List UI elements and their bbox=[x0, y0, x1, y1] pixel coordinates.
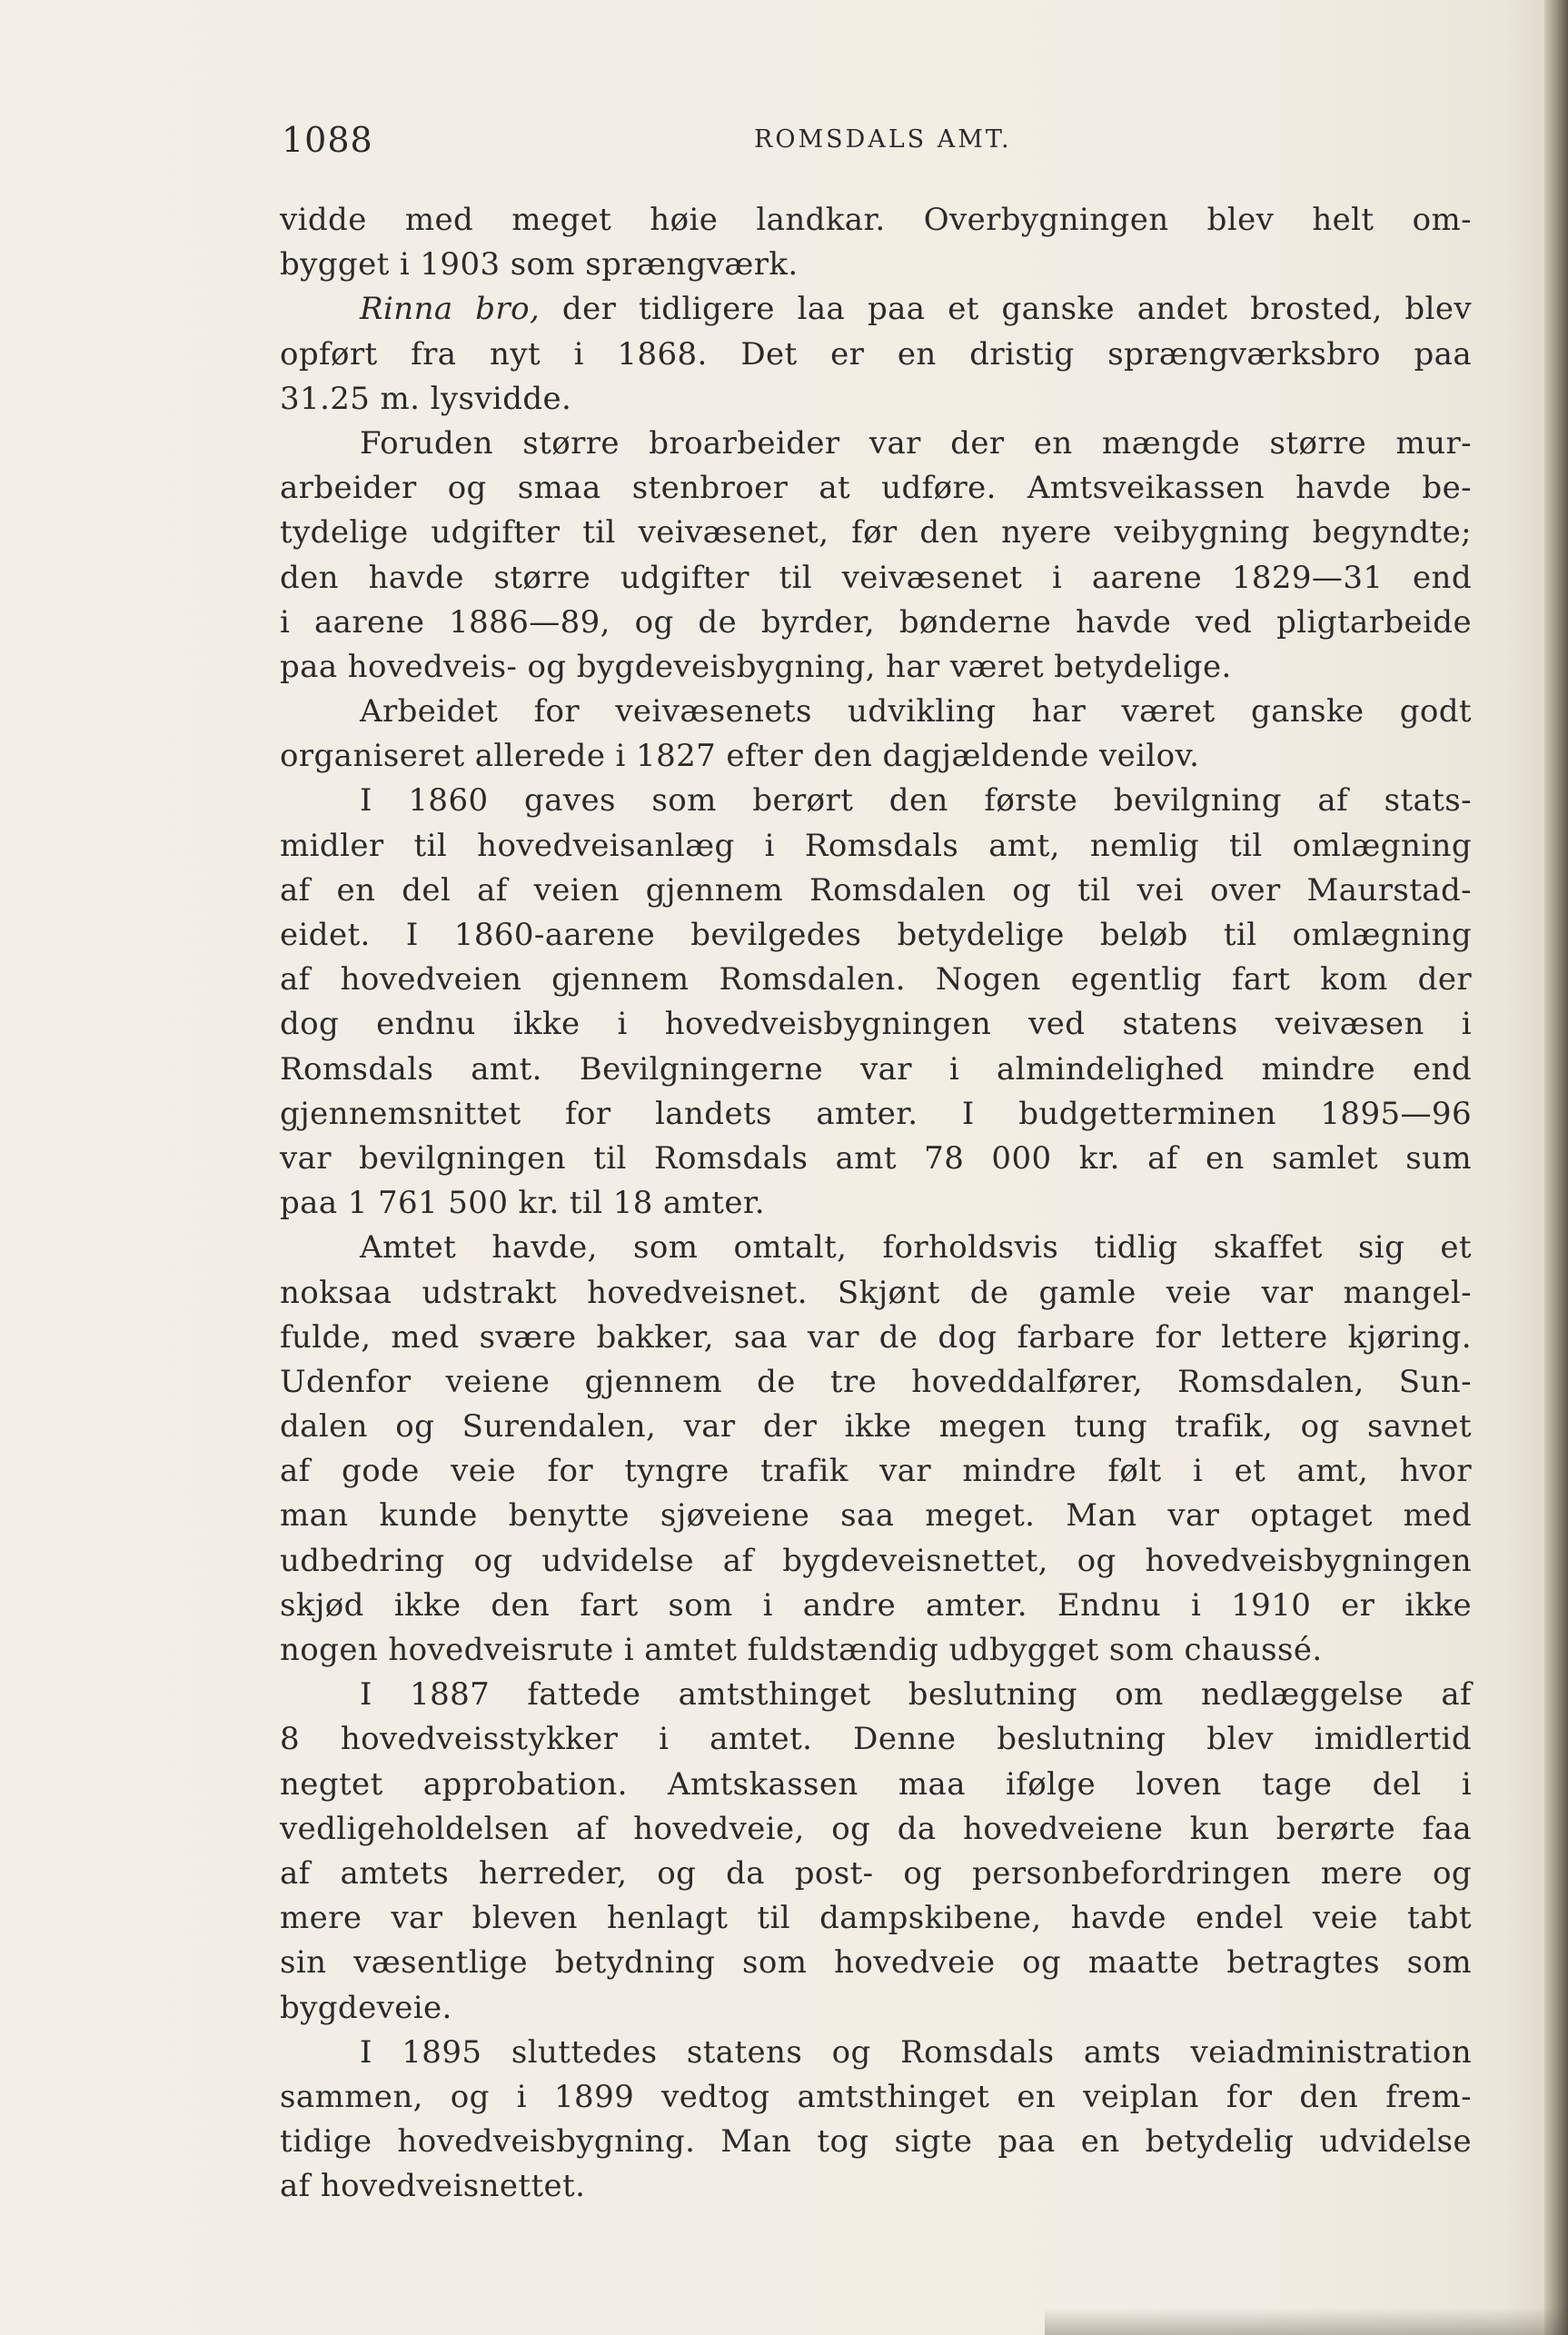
text-line bbox=[280, 1941, 1472, 1985]
text-line-content: sammen, og i 1899 vedtog amtsthinget en veiplan for den frem- bbox=[280, 2078, 1472, 2115]
text-line-content: i aarene 1886—89, og de byrder, bønderne havde ved pligtarbeide bbox=[280, 603, 1472, 641]
text-line bbox=[280, 1316, 1472, 1360]
text-line-content: paa 1 761 500 kr. til 18 amter. bbox=[280, 1185, 766, 1222]
text-line-content: var bevilgningen til Romsdals amt 78 000 kr. af en samlet sum bbox=[280, 1139, 1472, 1177]
text-line-content: midler til hovedveisanlæg i Romsdals amt, nemlig til omlægning bbox=[280, 827, 1472, 864]
text-line bbox=[280, 958, 1472, 1002]
text-line bbox=[280, 2031, 1472, 2075]
text-line-content: arbeider og smaa stenbroer at udføre. Amtsveikassen havde be- bbox=[280, 470, 1472, 507]
text-line-content: af gode veie for tyngre trafik var mindre følt i et amt, hvor bbox=[280, 1453, 1472, 1490]
text-line-content: man kunde benytte sjøveiene saa meget. Man var optaget med bbox=[280, 1497, 1472, 1535]
text-line-content: gjennemsnittet for landets amter. I budgetterminen 1895—96 bbox=[280, 1095, 1472, 1132]
text-line bbox=[280, 734, 1472, 779]
text-line bbox=[280, 1584, 1472, 1628]
text-line-content: paa hovedveis- og bygdeveisbygning, har været betydelige. bbox=[280, 648, 1232, 685]
text-line bbox=[280, 377, 1472, 422]
text-line-content: den havde større udgifter til veivæsenet i aarene 1829—31 end bbox=[280, 559, 1472, 596]
text-line bbox=[280, 466, 1472, 511]
text-line-content: sin væsentlige betydning som hovedveie og maatte betragtes som bbox=[280, 1944, 1472, 1982]
text-line bbox=[280, 1852, 1472, 1896]
text-line-content: bygdeveie. bbox=[280, 1989, 452, 2026]
text-line-content: negtet approbation. Amtskassen maa ifølge loven tage del i bbox=[280, 1765, 1472, 1803]
text-line-content: Arbeidet for veivæsenets udvikling har været ganske godt bbox=[360, 693, 1472, 730]
text-line bbox=[280, 556, 1472, 601]
text-line bbox=[280, 779, 1472, 823]
text-line-content: udbedring og udvidelse af bygdeveisnettet, og hovedveisbygningen bbox=[280, 1542, 1472, 1579]
text-line bbox=[280, 1539, 1472, 1584]
text-line bbox=[280, 422, 1472, 466]
text-line bbox=[280, 1896, 1472, 1941]
text-line bbox=[280, 1360, 1472, 1405]
text-line-content: dalen og Surendalen, var der ikke megen tung trafik, og savnet bbox=[280, 1408, 1472, 1446]
text-line bbox=[280, 1048, 1472, 1092]
text-line bbox=[280, 1807, 1472, 1852]
text-line-content: I 1860 gaves som berørt den første bevilgning af stats- bbox=[360, 782, 1472, 820]
text-line bbox=[280, 1226, 1472, 1270]
text-line bbox=[280, 198, 1472, 243]
text-line-content: fulde, med svære bakker, saa var de dog farbare for lettere kjøring. bbox=[280, 1318, 1472, 1356]
text-line bbox=[280, 824, 1472, 869]
text-line-content: opført fra nyt i 1868. Det er en dristig sprængværksbro paa bbox=[280, 335, 1472, 373]
text-line-content: Foruden større broarbeider var der en mængde større mur- bbox=[360, 424, 1472, 462]
text-line-content: mere var bleven henlagt til dampskibene, havde endel veie tabt bbox=[280, 1900, 1472, 1937]
text-line-content: skjød ikke den fart som i andre amter. Endnu i 1910 er ikke bbox=[280, 1586, 1472, 1624]
text-line-content: vedligeholdelsen af hovedveie, og da hovedveiene kun berørte faa bbox=[280, 1810, 1472, 1847]
text-line bbox=[280, 1986, 1472, 2031]
text-line-content: der tidligere laa paa et ganske andet brosted, blev bbox=[540, 291, 1472, 328]
text-line bbox=[280, 2120, 1472, 2164]
text-line-content: eidet. I 1860-aarene bevilgedes betydelige beløb til omlægning bbox=[280, 917, 1472, 953]
text-line-content: dog endnu ikke i hovedveisbygningen ved statens veivæsen i bbox=[280, 1006, 1472, 1043]
text-line bbox=[280, 645, 1472, 690]
text-line bbox=[280, 690, 1472, 734]
text-line-content: af hovedveisnettet. bbox=[280, 2168, 586, 2205]
text-line bbox=[280, 1405, 1472, 1449]
text-line bbox=[280, 2075, 1472, 2120]
text-line bbox=[280, 1673, 1472, 1717]
text-line-content: vidde med meget høie landkar. Overbygningen blev helt om- bbox=[280, 202, 1472, 238]
text-line-content: Amtet havde, som omtalt, forholdsvis tidlig skaffet sig et bbox=[360, 1229, 1472, 1267]
text-line bbox=[280, 1494, 1472, 1538]
text-line bbox=[280, 243, 1472, 287]
text-line bbox=[280, 2164, 1472, 2209]
page-header bbox=[282, 120, 1463, 165]
running-title: ROMSDALS AMT. bbox=[754, 125, 1012, 154]
text-line bbox=[280, 1763, 1472, 1807]
text-line bbox=[280, 1628, 1472, 1673]
page-bottom-shadow bbox=[1045, 2308, 1568, 2335]
text-line-content: tidige hovedveisbygning. Man tog sigte paa en betydelig udvidelse bbox=[280, 2123, 1472, 2161]
text-line bbox=[280, 1092, 1472, 1137]
text-line bbox=[280, 1271, 1472, 1316]
text-line bbox=[280, 913, 1472, 958]
text-line bbox=[280, 601, 1472, 645]
text-line-content: nogen hovedveisrute i amtet fuldstændig udbygget som chaussé. bbox=[280, 1632, 1323, 1668]
text-line bbox=[280, 287, 1472, 332]
text-line bbox=[280, 1181, 1472, 1226]
text-line-content: af en del af veien gjennem Romsdalen og til vei over Maurstad- bbox=[280, 871, 1472, 909]
text-line-content: bygget i 1903 som sprængværk. bbox=[280, 246, 799, 283]
text-line-content: tydelige udgifter til veivæsenet, før den nyere veibygning begyndte; bbox=[280, 514, 1472, 551]
text-line-content: Udenfor veiene gjennem de tre hoveddalfører, Romsdalen, Sun- bbox=[280, 1363, 1472, 1400]
text-line-content: Romsdals amt. Bevilgningerne var i almindelighed mindre end bbox=[280, 1050, 1472, 1088]
text-line-content: noksaa udstrakt hovedveisnet. Skjønt de gamle veie var mangel- bbox=[280, 1274, 1472, 1311]
text-line-content: 8 hovedveisstykker i amtet. Denne beslutning blev imidlertid bbox=[280, 1721, 1472, 1758]
text-line-content: organiseret allerede i 1827 efter den dagjældende veilov. bbox=[280, 738, 1200, 775]
text-line bbox=[280, 1002, 1472, 1047]
page-binding-edge bbox=[1544, 0, 1568, 2335]
text-line bbox=[280, 1449, 1472, 1494]
text-line-content: I 1887 fattede amtsthinget beslutning om nedlæggelse af bbox=[360, 1676, 1472, 1714]
page-number: 1088 bbox=[282, 120, 373, 160]
text-line bbox=[280, 1717, 1472, 1762]
text-line-content: I 1895 sluttedes statens og Romsdals amts veiadministration bbox=[360, 2033, 1472, 2071]
text-line-content: af amtets herreder, og da post- og personbefordringen mere og bbox=[280, 1854, 1472, 1892]
text-line bbox=[280, 1137, 1472, 1181]
text-line bbox=[280, 333, 1472, 377]
text-line-content: 31.25 m. lysvidde. bbox=[280, 380, 572, 417]
italic-term: Rinna bro, bbox=[360, 291, 541, 328]
text-line bbox=[280, 869, 1472, 913]
body-text bbox=[280, 198, 1472, 2209]
text-line-content: af hovedveien gjennem Romsdalen. Nogen egentlig fart kom der bbox=[280, 961, 1472, 999]
text-line bbox=[280, 511, 1472, 555]
